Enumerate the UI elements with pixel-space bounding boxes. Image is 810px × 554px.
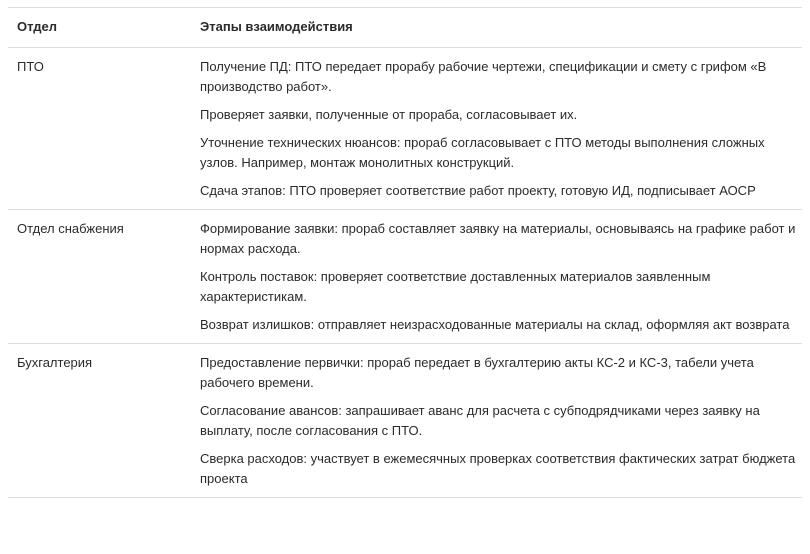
stage-text: Получение ПД: ПТО передает прорабу рабочие чертежи, спецификации и смету с грифом «В производство работ». (200, 59, 767, 94)
table-row (8, 210, 802, 344)
department-cell: ПТО (17, 59, 44, 74)
stage-text: Уточнение технических нюансов: прораб согласовывает с ПТО методы выполнения сложных узлов. Например, монтаж монолитных конструкций. (200, 135, 765, 170)
stages-cell (200, 57, 802, 201)
stage-text: Сдача этапов: ПТО проверяет соответствие работ проекту, готовую ИД, подписывает АОСР (200, 183, 756, 198)
stage-text: Формирование заявки: прораб составляет заявку на материалы, основываясь на графике работ и нормах расхода. (200, 221, 796, 256)
table-row (8, 48, 802, 210)
stage-text: Контроль поставок: проверяет соответствие доставленных материалов заявленным характеристикам. (200, 269, 711, 304)
stage-text: Согласование авансов: запрашивает аванс для расчета с субподрядчиками через заявку на выплату, после согласования с ПТО. (200, 403, 760, 438)
stages-cell (200, 219, 802, 335)
stage-text: Предоставление первички: прораб передает в бухгалтерию акты КС-2 и КС-3, табели учета рабочего времени. (200, 355, 754, 390)
table-row (8, 344, 802, 498)
table-header-row (8, 7, 802, 48)
department-cell: Бухгалтерия (17, 355, 93, 370)
stages-cell (200, 353, 802, 489)
department-cell: Отдел снабжения (17, 221, 124, 236)
header-stages: Этапы взаимодействия (200, 19, 353, 34)
stage-text: Возврат излишков: отправляет неизрасходованные материалы на склад, оформляя акт возврата (200, 317, 790, 332)
header-department: Отдел (17, 19, 58, 34)
stage-text: Проверяет заявки, полученные от прораба, согласовывает их. (200, 107, 578, 122)
interaction-table (8, 7, 802, 498)
stage-text: Сверка расходов: участвует в ежемесячных проверках соответствия фактических затрат бюджета проекта (200, 451, 796, 486)
